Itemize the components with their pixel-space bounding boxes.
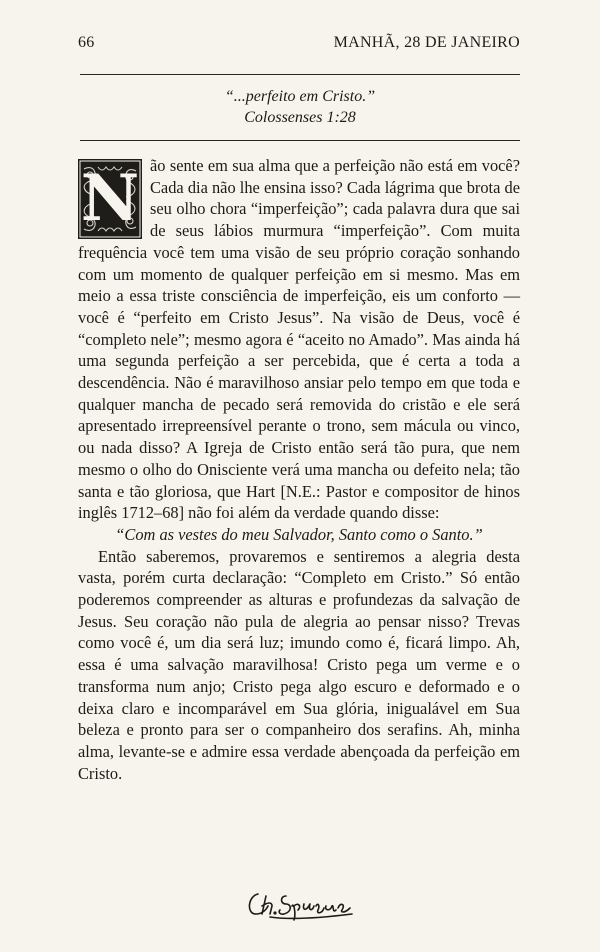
epigraph-rule (80, 140, 520, 141)
epigraph-verse: “...perfeito em Cristo.” (224, 88, 376, 105)
ornamental-dropcap (78, 159, 142, 239)
page-number: 66 (78, 34, 95, 51)
signature (0, 884, 600, 934)
hymn-quote: “Com as vestes do meu Salvador, Santo como o Santo.” (115, 524, 483, 544)
dropcap-letter: N (80, 161, 140, 236)
paragraph-2: Então saberemos, provaremos e sentiremos a alegria desta vasta, porém curta declaração: “Completo em Cristo.” Só então poderemos compreender as alturas e profundezas da salvação de Jesus. Seu coração não pula de alegria ao pensar nisso? Trevas como você é, um dia será luz; imundo como é, ficará limpo. Ah, essa é uma salvação maravilhosa! Cristo pega um verme e o transforma num anjo; Cristo pega algo escuro e deformado e o deixa claro e incomparável em Sua glória, inigualável em Sua beleza e pronto para ser o companheiro dos serafins. Ah, minha alma, levante-se e admire essa verdade abençoada da perfeição em Cristo. (78, 546, 520, 783)
paragraph-1: ão sente em sua alma que a perfeição não está em você? Cada dia não lhe ensina isso? Cada lágrima que brota de seu olho chora “imperfeição”; cada palavra dura que sai de seus lábios murmura “imperfeição”. Com muita frequência você tem uma visão de seu próprio coração sonhando com um momento de qualquer perfeição em si mesmo. Mas em meio a essa triste consciência de imperfeição, eis um conforto — você é “perfeito em Cristo Jesus”. Na visão de Deus, você é “completo nele”; mesmo agora é “aceito no Amado”. Mas ainda há uma segunda perfeição a ser percebida, que é certa a toda a descendência. Não é maravilhoso ansiar pelo tempo em que toda e qualquer mancha de pecado será removida do cristão e ele será apresentado irrepreensível perante o trono, sem mácula ou vinco, ou nada disso? A Igreja de Cristo então será tão pura, que nem mesmo o olho do Onisciente verá uma mancha ou defeito nela; tão santa e tão gloriosa, que Hart [N.E.: Pastor e compositor de hinos inglês 1712–68] não foi além da verdade quando disse: (78, 156, 520, 523)
devotional-text (78, 155, 520, 784)
header-rule (80, 74, 520, 75)
page-title: MANHÃ, 28 DE JANEIRO (333, 34, 520, 51)
epigraph-reference: Colossenses 1:28 (244, 109, 356, 126)
epigraph (80, 86, 520, 128)
signature-mark (240, 884, 360, 924)
running-header (78, 34, 520, 52)
